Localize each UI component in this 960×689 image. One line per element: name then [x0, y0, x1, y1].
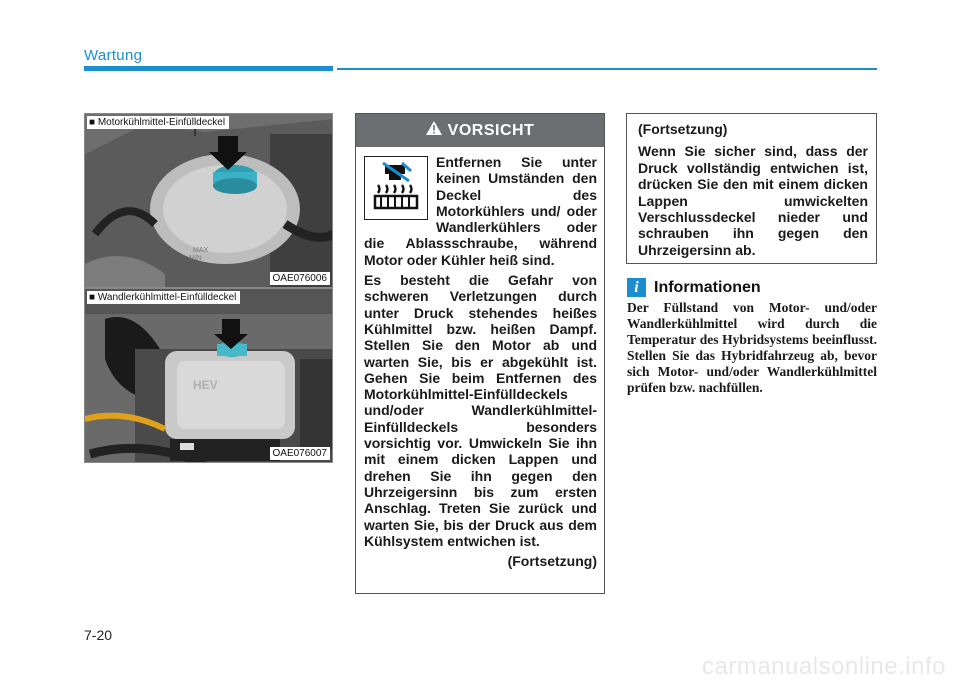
watermark: carmanualsonline.info	[702, 653, 946, 680]
info-title: Informationen	[654, 278, 761, 296]
caution-paragraph-1: Entfernen Sie unter keinen Umständen den Deckel des Motorkühlers und/ oder Wandlerkühlers oder die Ablassschraube, während Motor oder Kühler heiß sind.	[364, 154, 597, 268]
tank-embossing: HEV	[193, 378, 218, 392]
caution-title: VORSICHT	[447, 121, 535, 139]
hot-coolant-cap-icon	[364, 156, 428, 220]
header-rule-thick	[84, 66, 333, 71]
page-number: 7-20	[84, 627, 113, 643]
caution-box	[355, 113, 605, 594]
caution-paragraph-2: Es besteht die Gefahr von schweren Verletzungen durch unter Druck stehendes heißes Kühlmittel bzw. heißen Dampf. Stellen Sie den Motor ab und warten Sie, bis er abgekühlt ist. Gehen Sie beim Entfernen des Motorkühlmittel-Einfülldeckels und/oder Wandlerkühlmittel-Einfülldeckels besonders vorsichtig vor. Umwickeln Sie ihn mit einem dicken Lappen und drehen Sie ihn gegen den Uhrzeigersinn bis zum ersten Anschlag. Treten Sie zurück und warten Sie, bis der Druck aus dem Kühlsystem entwichen ist.	[364, 272, 597, 549]
caution-continued: (Fortsetzung)	[507, 553, 597, 570]
inverter-coolant-cap-photo	[84, 288, 333, 463]
hybrid-bay-illustration	[85, 289, 333, 463]
header-rule-thin	[337, 68, 877, 70]
photo-caption: ■ Wandlerkühlmittel-Einfülldeckel	[87, 291, 240, 304]
continued-text: Wenn Sie sicher sind, dass der Druck vollständig entwichen ist, drücken Sie den mit einem dicken Lappen umwickelten Verschlussdeckel nieder und schrauben ihn gegen den Uhrzeigersinn ab.	[638, 143, 868, 258]
engine-coolant-cap-photo	[84, 113, 333, 288]
warning-triangle-icon	[426, 121, 442, 140]
info-text: Der Füllstand von Motor- und/oder Wandlerkühlmittel wird durch die Temperatur des Hybridsystems beeinflusst. Stellen Sie das Hybridfahrzeug ab, bevor sich Motor- und/oder Wandlerkühlmittel prüfen bzw. nachfüllen.	[627, 300, 877, 395]
section-title: Wartung	[84, 47, 143, 64]
photo-code: OAE076007	[270, 447, 331, 460]
photo-caption: ■ Motorkühlmittel-Einfülldeckel	[87, 116, 229, 129]
engine-bay-illustration	[85, 114, 333, 288]
svg-text:MAX: MAX	[193, 247, 209, 254]
info-heading	[627, 278, 761, 297]
caution-body	[356, 147, 604, 569]
info-icon: i	[627, 278, 646, 297]
continued-heading: (Fortsetzung)	[638, 121, 728, 137]
caution-header	[356, 114, 604, 147]
svg-text:MIN: MIN	[189, 255, 202, 262]
continued-box	[626, 113, 877, 264]
photo-code: OAE076006	[270, 272, 331, 285]
